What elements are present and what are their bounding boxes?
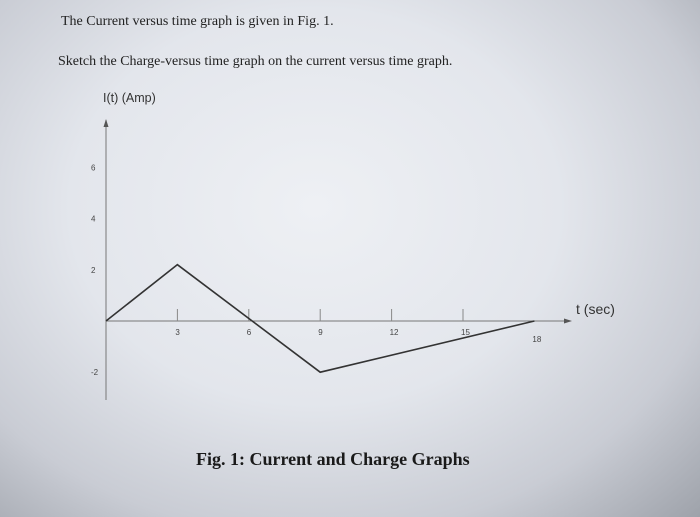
x-tick-label: 9 — [318, 328, 323, 337]
figure-caption: Fig. 1: Current and Charge Graphs — [196, 449, 470, 469]
x-tick-label: 18 — [532, 335, 542, 344]
x-tick-label: 15 — [461, 328, 470, 337]
y-axis-label: I(t) (Amp) — [103, 91, 156, 105]
y-tick-label: 4 — [91, 214, 96, 224]
x-axis-arrow — [564, 319, 572, 324]
y-tick-label: 2 — [91, 265, 96, 275]
x-axis-label: t (sec) — [576, 301, 615, 317]
x-tick-label: 12 — [389, 328, 399, 337]
y-tick-label: -2 — [91, 368, 99, 378]
x-tick-label: 3 — [175, 328, 180, 337]
question-line-1: The Current versus time graph is given in Fig. 1. — [61, 14, 334, 29]
x-tick-label: 6 — [246, 328, 252, 337]
y-axis-arrow — [104, 119, 109, 127]
question-line-2: Sketch the Charge-versus time graph on the current versus time graph. — [58, 54, 453, 69]
y-tick-label: 6 — [91, 163, 96, 173]
